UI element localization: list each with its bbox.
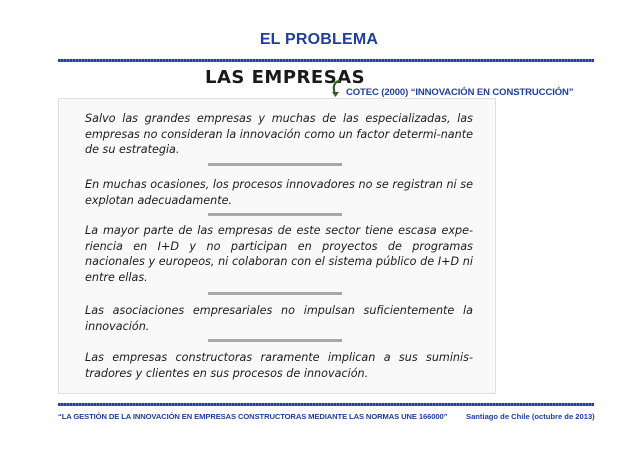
paragraph-2: En muchas ocasiones, los procesos innovadores no se registran ni se explotan adecuadamente. xyxy=(85,178,473,207)
separator-4 xyxy=(208,339,342,342)
section-heading: LAS EMPRESAS xyxy=(205,67,366,88)
footer-place-date: Santiago de Chile (octubre de 2013) xyxy=(466,412,595,421)
paragraph-1: Salvo las grandes empresas y muchas de las especializadas, las empresas no consideran la innovación como un factor determi-nante de su estrategia. xyxy=(85,112,473,156)
separator-2 xyxy=(208,213,342,216)
footer-title: “LA GESTIÓN DE LA INNOVACIÓN EN EMPRESAS CONSTRUCTORAS MEDIANTE LAS NORMAS UNE 166000” xyxy=(58,412,448,421)
header-divider xyxy=(58,59,594,62)
footer-divider xyxy=(58,403,594,406)
content-panel xyxy=(58,98,496,394)
source-citation: COTEC (2000) “INNOVACIÓN EN CONSTRUCCIÓN” xyxy=(346,87,574,98)
paragraph-5: Las empresas constructoras raramente implican a sus suminis-tradores y clientes en sus procesos de innovación. xyxy=(85,351,473,380)
paragraph-4: Las asociaciones empresariales no impulsan suficientemente la innovación. xyxy=(85,304,473,333)
separator-3 xyxy=(208,292,342,295)
curved-arrow-icon xyxy=(331,80,341,98)
slide-title: EL PROBLEMA xyxy=(259,31,379,48)
paragraph-3: La mayor parte de las empresas de este sector tiene escasa expe-riencia en I+D y no participan en proyectos de programas nacionales y europeos, ni colaboran con el sistema público de I+D ni entre ellas. xyxy=(85,224,473,284)
separator-1 xyxy=(208,163,342,166)
